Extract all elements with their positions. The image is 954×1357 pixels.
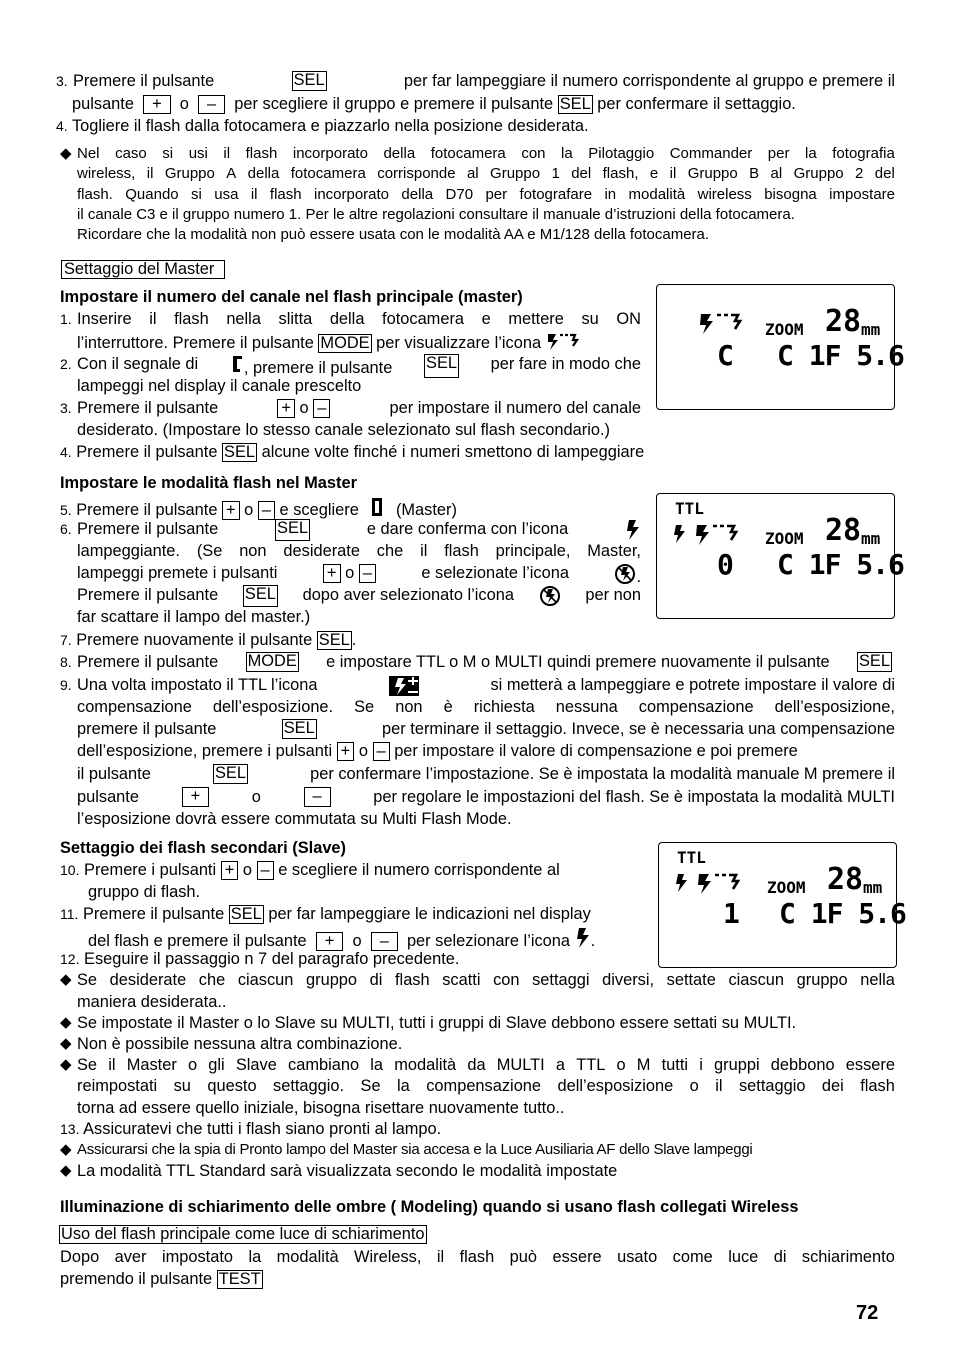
- bullet: ◆: [60, 1014, 72, 1031]
- zoom-label: ZOOM: [767, 878, 806, 897]
- zoom-value: 28: [825, 304, 862, 339]
- zoom-value: 28: [827, 862, 864, 897]
- list-number: 3.: [60, 400, 72, 416]
- ttl-indicator: TTL: [677, 848, 706, 867]
- heading-slave: Settaggio dei flash secondari (Slave): [60, 839, 347, 857]
- note-line-3: flash. Quando si usa il flash incorporato della D70 per fotografare in modalità wireless bisogna impostare: [77, 186, 895, 203]
- step-10-line-2: gruppo di flash.: [88, 883, 201, 901]
- sel-button-label: SEL: [243, 585, 278, 607]
- section-box-title: Settaggio del Master: [61, 259, 225, 279]
- step-7: 7. Premere nuovamente il pulsante SEL .: [60, 631, 357, 649]
- list-number: 9.: [60, 677, 72, 693]
- bullet: ◆: [60, 1035, 72, 1052]
- group-indicator: 1: [723, 897, 740, 930]
- note-line-5: Ricordare che la modalità non può essere usata con le modalità AA e M1/128 della fotocamera.: [77, 226, 710, 243]
- note-line-1: Nel caso si usi il flash incorporato della fotocamera con la Pilotaggio Commander per la fotografia: [77, 145, 895, 162]
- bullet-4-line-1: Se il Master o gli Slave cambiano la modalità da MULTI a TTL o M tutti i gruppi debbono essere: [77, 1056, 895, 1074]
- plus-button-label: +: [277, 399, 295, 418]
- minus-button-label: –: [359, 564, 376, 583]
- zoom-unit: mm: [861, 529, 881, 548]
- bullet: ◆: [60, 1141, 72, 1158]
- sel-button-label: SEL: [283, 719, 315, 737]
- channel-fstop: C 1F 5.6: [779, 897, 906, 930]
- bullet-5: Assicurarsi che la spia di Pronto lampo del Master sia accesa e la Luce Ausiliaria AF dello Slave lampeggi: [77, 1141, 753, 1158]
- sel-button-label: SEL: [230, 905, 262, 923]
- step-9-line-2: compensazione dell’esposizione. Se non è richiesta nessuna compensazione dell’esposizione,: [77, 698, 895, 716]
- exposure-compensation-flash-icon: [388, 675, 420, 697]
- step-3-line-1: Premere il pulsante SEL per far lampeggiare il numero corrispondente al gruppo e premere il: [73, 71, 895, 90]
- step-8: Premere il pulsante MODE e impostare TTL o M o MULTI quindi premere nuovamente il pulsante SEL: [77, 652, 890, 671]
- list-number: 1.: [60, 311, 72, 327]
- step-10-line-1: 10. Premere i pulsanti + o – e scegliere il numero corrispondente al: [60, 861, 560, 879]
- sel-button-label: SEL: [858, 652, 890, 670]
- zoom-value: 28: [825, 513, 862, 548]
- wireless-flash-icon: [546, 331, 580, 351]
- step-11-line-1: 11. Premere il pulsante SEL per far lampeggiare le indicazioni nel display: [60, 905, 591, 923]
- step-2-line-1: Con il segnale di , premere il pulsante SEL per fare in modo che: [77, 354, 641, 377]
- minus-button-label: –: [373, 742, 390, 761]
- step-3m-line-1: Premere il pulsante + o – per impostare il numero del canale: [77, 399, 641, 417]
- minus-button-label: –: [313, 399, 330, 418]
- heading-flash-mode: Impostare le modalità flash nel Master: [60, 474, 357, 492]
- sel-button-label: SEL: [559, 95, 591, 113]
- step-6-line-4: Premere il pulsante SEL dopo aver selezionato l’icona per non: [77, 585, 641, 607]
- bullet: ◆: [60, 971, 72, 988]
- bullet: ◆: [60, 1056, 72, 1073]
- bullet-3: Non è possibile nessuna altra combinazione.: [77, 1035, 403, 1053]
- modeling-line-1: Dopo aver impostato la modalità Wireless, il flash può essere usato come luce di schiarimento: [60, 1248, 895, 1266]
- step-5: 5. Premere il pulsante + o – e scegliere (Master): [60, 496, 457, 520]
- channel-indicator: C: [717, 339, 734, 372]
- plus-button-label: +: [143, 95, 171, 114]
- step-11-line-2: del flash e premere il pulsante + o – per selezionare l’icona .: [88, 927, 595, 951]
- modeling-line-2: premendo il pulsante TEST: [60, 1270, 261, 1288]
- bullet-2: Se impostate il Master o lo Slave su MULTI, tutti i gruppi di Slave debbono essere settati su MULTI.: [77, 1014, 797, 1032]
- sel-button-label: SEL: [293, 71, 325, 89]
- step-9-line-1: Una volta impostato il TTL l’icona si metterà a lampeggiare e potrete impostare il valore di: [77, 675, 895, 697]
- step-4m: 4. Premere il pulsante SEL alcune volte finché i numeri smettono di lampeggiare: [60, 443, 645, 461]
- minus-button-label: –: [257, 861, 274, 880]
- channel-fstop: C 1F 5.6: [777, 548, 904, 581]
- step-13: 13. Assicuratevi che tutti i flash siano pronti al lampo.: [60, 1120, 442, 1138]
- channel-fstop: C 1F 5.6: [777, 339, 904, 372]
- channel-c-icon: [230, 354, 244, 376]
- flash-off-icon: [539, 585, 561, 607]
- zoom-unit: mm: [863, 878, 883, 897]
- note-line-2: wireless, il Gruppo A della fotocamera corrisponde al Gruppo 1 del flash, e il Gruppo B al Gruppo 2 del: [77, 165, 895, 182]
- plus-button-label: +: [323, 564, 341, 583]
- step-1-line-1: Inserire il flash nella slitta della fotocamera e mettere su ON: [77, 310, 641, 328]
- zoom-label: ZOOM: [765, 529, 804, 548]
- plus-button-label: +: [221, 861, 239, 880]
- step-3m-line-2: desiderato. (Impostare lo stesso canale selezionato sul flash secondario.): [77, 421, 610, 439]
- step-9-line-3: premere il pulsante SEL per terminare il settaggio. Invece, se è necessaria una compensazione: [77, 719, 895, 738]
- step-4: 4. Togliere il flash dalla fotocamera e piazzarlo nella posizione desiderata.: [56, 117, 589, 135]
- test-button-label: TEST: [218, 1270, 261, 1288]
- sel-button-label: SEL: [224, 443, 256, 461]
- mode-button-label: MODE: [320, 334, 370, 352]
- step-3-line-2: pulsante + o – per scegliere il gruppo e premere il pulsante SEL per confermare il settaggio.: [72, 95, 796, 113]
- ttl-indicator: TTL: [675, 499, 704, 518]
- step-6-line-5: far scattare il lampo del master.): [77, 608, 311, 626]
- note-bullet: ◆: [60, 145, 72, 162]
- zoom-unit: mm: [861, 320, 881, 339]
- sel-button-label: SEL: [214, 764, 246, 782]
- lcd-display-slave: [658, 842, 906, 968]
- heading-channel: Impostare il numero del canale nel flash principale (master): [60, 288, 523, 306]
- step-6-line-2: lampeggiante. (Se non desiderate che il flash principale, Master,: [77, 542, 641, 560]
- step-9-line-7: l’esposizione dovrà essere commutata su Multi Flash Mode.: [77, 810, 512, 828]
- heading-modeling: Illuminazione di schiarimento delle ombre ( Modeling) quando si usano flash collegati Wireless: [60, 1198, 799, 1216]
- bullet-1-line-1: Se desiderate che ciascun gruppo di flash scatti con settaggi diversi, settate ciascun gruppo nella: [77, 971, 895, 989]
- plus-button-label: +: [337, 742, 355, 761]
- sel-button-label: SEL: [424, 354, 459, 378]
- sel-button-label: SEL: [275, 519, 310, 541]
- bullet-4-line-3: torna ad essere quello iniziale, bisogna risettare nuovamente tutto..: [77, 1099, 565, 1117]
- step-12: 12. Eseguire il passaggio n 7 del paragrafo precedente.: [60, 950, 460, 968]
- plus-button-label: +: [222, 501, 240, 520]
- bullet: ◆: [60, 1162, 72, 1179]
- plus-button-label: +: [316, 932, 344, 951]
- list-number: 6.: [60, 521, 72, 537]
- step-2-line-2: lampeggi nel display il canale prescelto: [77, 377, 362, 395]
- list-number: 8.: [60, 654, 72, 670]
- step-9-line-4: dell’esposizione, premere i pulsanti + o – per impostare il valore di compensazione e poi premere: [77, 742, 798, 760]
- flash-and-wireless-icon: [675, 871, 745, 895]
- group-indicator: 0: [717, 548, 734, 581]
- plus-button-label: +: [182, 787, 210, 807]
- bullet-6: La modalità TTL Standard sarà visualizzata secondo le modalità impostate: [77, 1162, 618, 1180]
- page-number: 72: [856, 1302, 879, 1324]
- minus-button-label: –: [198, 95, 225, 114]
- zoom-label: ZOOM: [765, 320, 804, 339]
- minus-button-label: –: [258, 501, 275, 520]
- list-number: 3.: [56, 73, 68, 89]
- minus-button-label: –: [371, 932, 398, 951]
- minus-button-label: –: [304, 787, 331, 807]
- wireless-flash-icon: [699, 311, 745, 335]
- step-6-line-1: Premere il pulsante SEL e dare conferma con l’icona: [77, 519, 641, 541]
- sel-button-label: SEL: [318, 631, 350, 649]
- lcd-display-master-channel: [656, 284, 904, 410]
- lcd-display-master-mode: [656, 493, 904, 619]
- flash-off-icon: [614, 563, 636, 585]
- bullet-4-line-2: reimpostati su questo settaggio. Se la compensazione dell’esposizione o il settaggio dei flash: [77, 1077, 895, 1095]
- flash-and-wireless-icon: [673, 522, 743, 546]
- master-zero-icon: [363, 496, 391, 518]
- step-6-line-3: lampeggi premete i pulsanti + o – e selezionate l’icona .: [77, 564, 641, 586]
- flash-bolt-icon: [575, 927, 591, 949]
- bullet-1-line-2: maniera desiderata..: [77, 993, 227, 1011]
- mode-button-label: MODE: [247, 652, 297, 670]
- step-9-line-5: il pulsante SEL per confermare l’impostazione. Se è impostata la modalità manuale M premere il: [77, 764, 895, 783]
- note-line-4: il canale C3 e il gruppo numero 1. Per le altre regolazioni consultare il manuale d’istruzioni della fotocamera.: [77, 206, 795, 223]
- list-number: 2.: [60, 356, 72, 372]
- section-box-title: Uso del flash principale come luce di schiarimento: [61, 1225, 425, 1243]
- step-9-line-6: pulsante + o – per regolare le impostazioni del flash. Se è impostata la modalità MULTI: [77, 787, 895, 806]
- step-1-line-2: l’interruttore. Premere il pulsante MODE per visualizzare l’icona: [77, 331, 580, 353]
- flash-bolt-icon: [625, 519, 641, 541]
